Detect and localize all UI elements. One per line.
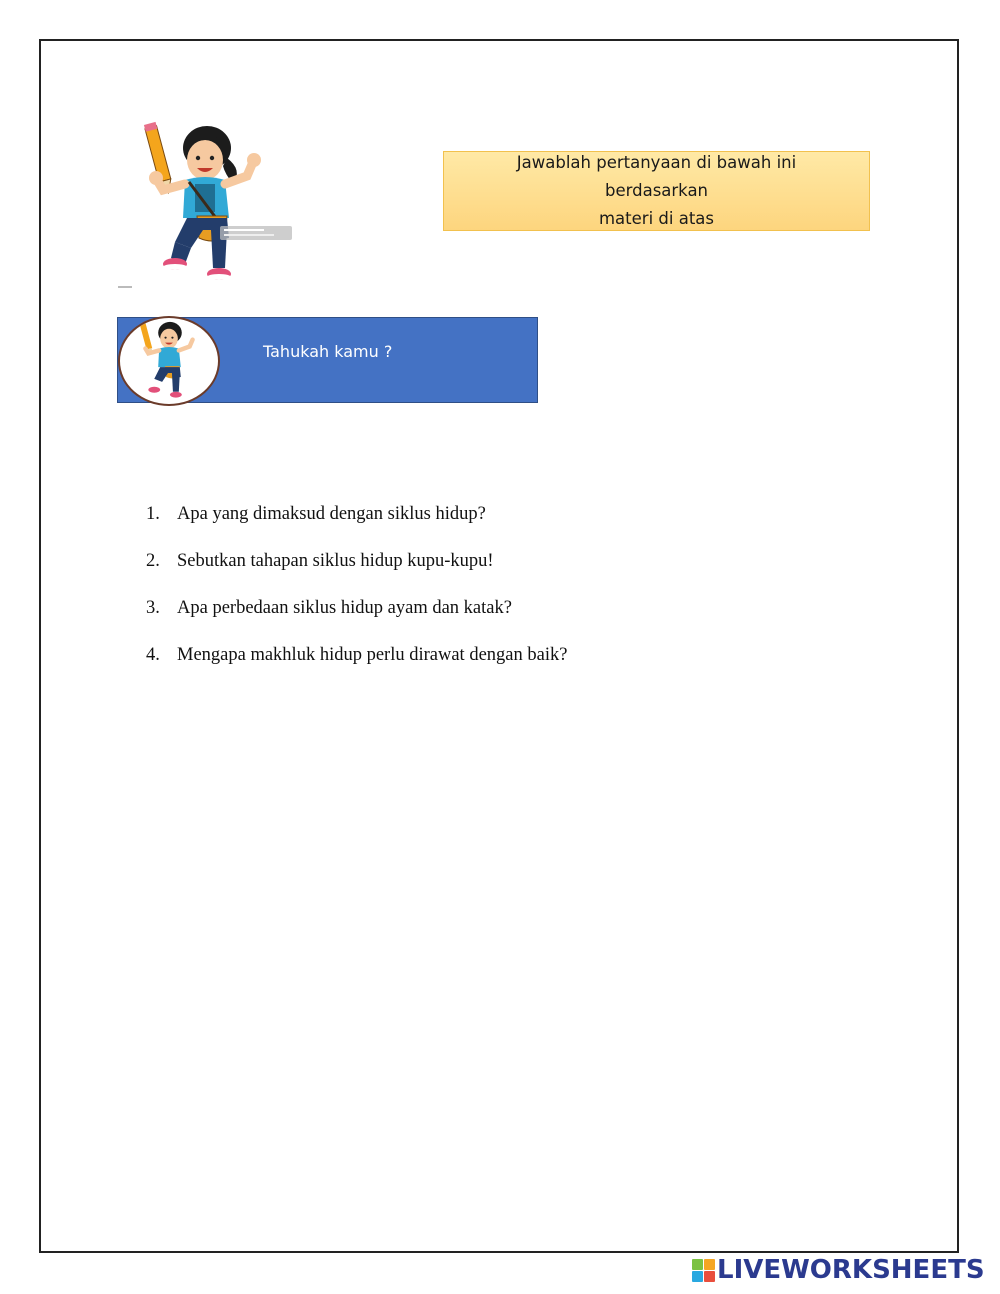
liveworksheets-logo-icon bbox=[692, 1259, 714, 1281]
liveworksheets-logo[interactable] bbox=[692, 1255, 985, 1285]
question-number: 2. bbox=[146, 551, 160, 571]
kid-with-pencil-illustration bbox=[115, 118, 295, 293]
question-text: Mengapa makhluk hidup perlu dirawat dengan baik? bbox=[177, 645, 568, 665]
image-credit-mark bbox=[118, 286, 132, 288]
instruction-line-1: Jawablah pertanyaan di bawah ini berdasarkan bbox=[516, 153, 797, 200]
question-number: 1. bbox=[146, 504, 160, 524]
question-list bbox=[146, 504, 567, 692]
banner-avatar bbox=[118, 316, 220, 406]
banner-title: Tahukah kamu ? bbox=[263, 342, 393, 361]
question-text: Sebutkan tahapan siklus hidup kupu-kupu! bbox=[177, 551, 494, 571]
question-text: Apa yang dimaksud dengan siklus hidup? bbox=[177, 504, 486, 524]
kid-avatar-icon bbox=[120, 318, 218, 404]
question-item bbox=[146, 551, 567, 598]
question-item bbox=[146, 645, 567, 692]
question-number: 4. bbox=[146, 645, 160, 665]
question-number: 3. bbox=[146, 598, 160, 618]
question-text: Apa perbedaan siklus hidup ayam dan katak? bbox=[177, 598, 512, 618]
logo-text: LIVEWORKSHEETS bbox=[717, 1255, 985, 1285]
question-item bbox=[146, 598, 567, 645]
did-you-know-banner bbox=[117, 317, 538, 403]
instruction-box bbox=[443, 151, 870, 231]
stock-watermark bbox=[220, 226, 292, 240]
instruction-line-2: materi di atas bbox=[598, 209, 714, 228]
question-item bbox=[146, 504, 567, 551]
